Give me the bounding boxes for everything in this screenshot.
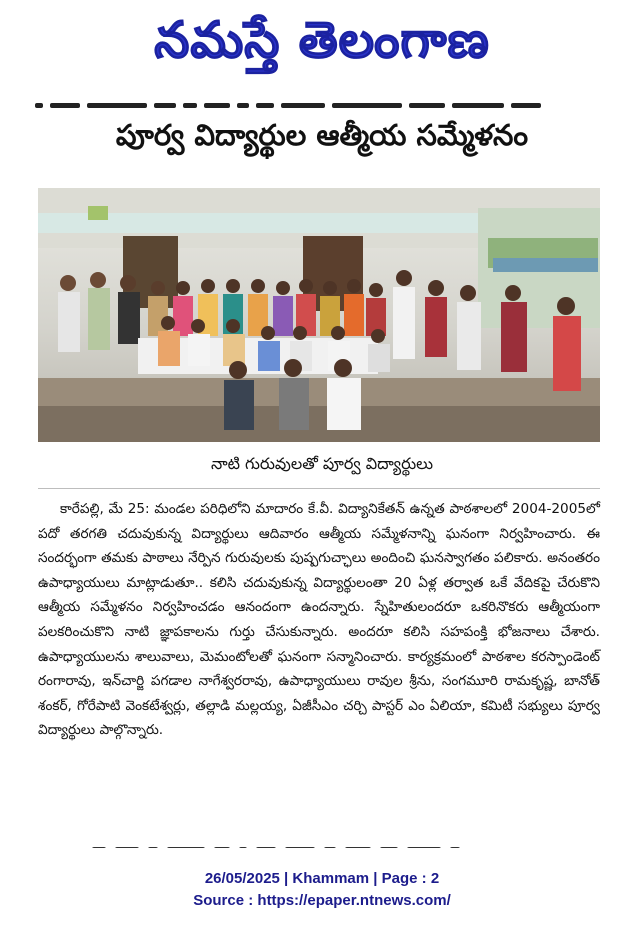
- article-body-paragraph: కారేపల్లి, మే 25: మండల పరిధిలోని మాదారం కే.వీ. విద్యానికేతన్ ఉన్నత పాఠశాలలో 2004-2005లో పదో తరగతి చదువుకున్న విద్యార్థులు ఆదివారం ఆత్మీయ సమ్మేళనాన్ని ఘనంగా నిర్వహించారు. ఈ సందర్భంగా తమకు పాఠాలు నేర్పిన గురువులకు పుష్పగుచ్ఛాలు అందించి ఘనస్వాగతం పలికారు. అనంతరం ఉపాధ్యాయులు మాట్లాడుతూ.. కలిసి చదువుకున్న విద్యార్థులంతా 20 ఏళ్ల తర్వాత ఒకే వేదికపై చేరుకొని ఆత్మీయ సమ్మేళనం నిర్వహించడం ఆనందంగా ఉందన్నారు. స్నేహితులందరూ ఒకరినొకరు ఆత్మీయంగా పలకరించుకొని నాటి జ్ఞాపకాలను గుర్తు చేసుకున్నారు. అందరూ కలిసి సహపంక్తి భోజనాలు చేశారు. ఉపాధ్యాయులను శాలువాలు, మెమంటోలతో ఘనంగా సన్మానించారు. కార్యక్రమంలో పాఠశాల కరస్పాండెంట్ రంగారావు, ఇన్‌చార్జి పగడాల నాగేశ్వరరావు, ఉపాధ్యాయులు రావుల శ్రీను, సంగమూరి రామకృష్ణ, బానోత్ శంకర్, గోరేపాటి వెంకటేశ్వర్లు, తల్లాడి మల్లయ్య, ఏజీసీఎం చర్చి పాస్టర్ ఎం ఏలియా, కమిటీ సభ్యులు పూర్వ విద్యార్థులు పాల్గొన్నారు.: [38, 501, 600, 739]
- footer-date-edition: 26/05/2025 | Khammam | Page : 2: [204, 870, 440, 887]
- masthead: [0, 0, 644, 92]
- article-headline: పూర్వ విద్యార్థుల ఆత్మీయ సమ్మేళనం: [115, 118, 529, 152]
- footer: [0, 868, 644, 912]
- cut-off-text-line: [92, 838, 562, 848]
- photo-caption: నాటి గురువులతో పూర్వ విద్యార్థులు: [210, 454, 434, 473]
- article-body: [38, 497, 600, 743]
- article-photo: [38, 188, 600, 442]
- footer-source: Source : https://epaper.ntnews.com/: [193, 892, 451, 909]
- caption-divider: [38, 488, 600, 489]
- cut-off-text-line: [35, 95, 601, 109]
- masthead-logo: నమస్తే తెలంగాణ: [154, 10, 490, 69]
